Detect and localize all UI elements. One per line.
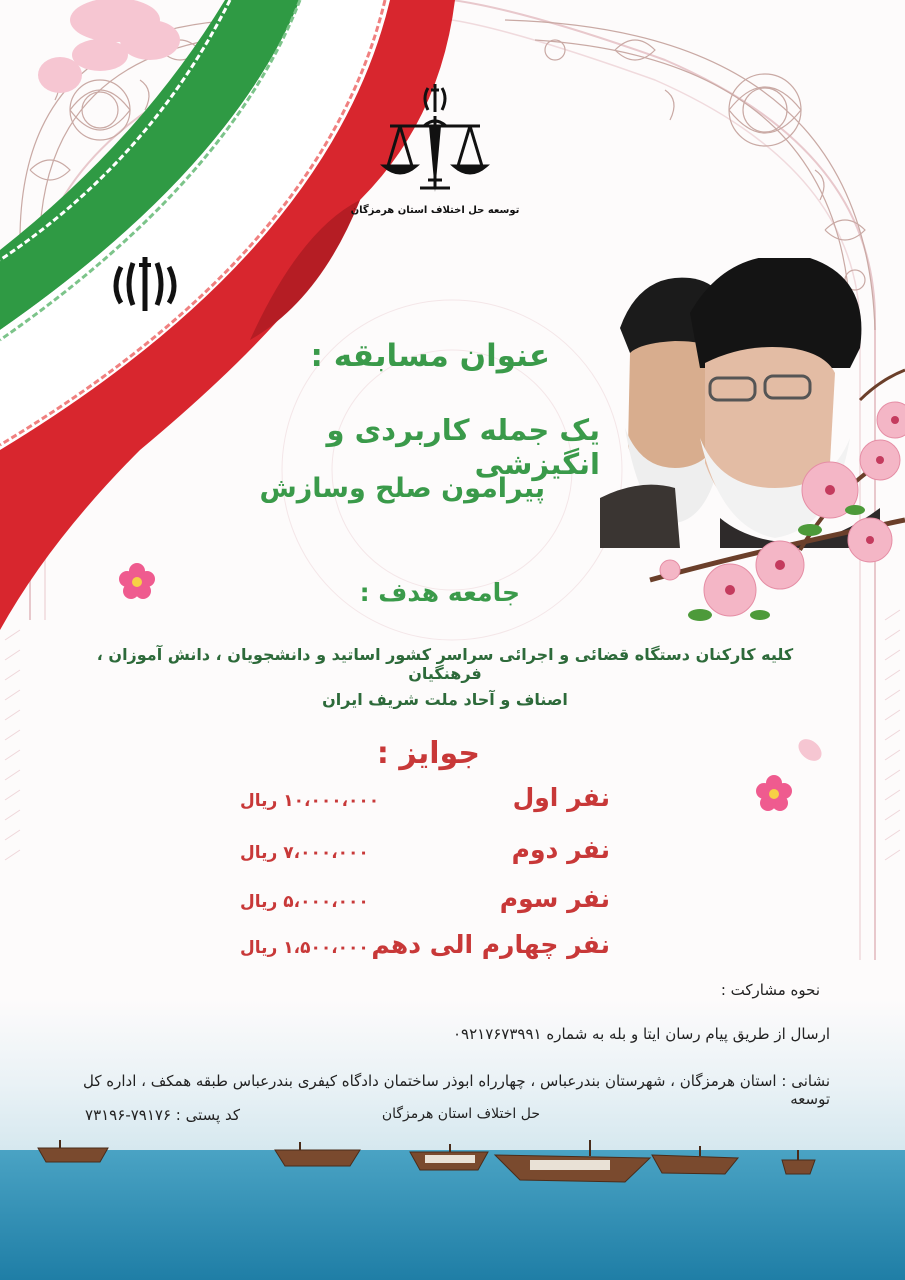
address-line1: نشانی : استان هرمزگان ، شهرستان بندرعباس ، چهارراه ابوذر ساختمان دادگاه کیفری بندرعباس طبقه همکف ، اداره کل توسعه	[82, 1072, 830, 1108]
justice-scales-icon	[380, 80, 490, 200]
participation-instructions: ارسال از طریق پیام رسان ایتا و بله به شماره ۰۹۲۱۷۶۷۳۹۹۱	[452, 1025, 830, 1043]
prize-row	[240, 884, 610, 924]
prize-amount: ۷،۰۰۰،۰۰۰ ریال	[240, 843, 369, 863]
prize-amount: ۵،۰۰۰،۰۰۰ ریال	[240, 892, 369, 912]
competition-title-line2: پیرامون صلح وسازش	[259, 473, 545, 504]
target-audience-line2: اصناف و آحاد ملت شریف ایران	[322, 690, 568, 709]
flower-icon	[755, 774, 793, 812]
prize-amount: ۱،۵۰۰،۰۰۰ ریال	[240, 938, 369, 958]
prize-row	[240, 783, 610, 823]
prize-rank: نفر دوم	[511, 835, 610, 864]
petal-icon	[795, 735, 825, 765]
prize-amount: ۱۰،۰۰۰،۰۰۰ ریال	[240, 791, 380, 811]
participation-label: نحوه مشارکت :	[720, 981, 820, 999]
prize-row	[240, 835, 610, 875]
flower-icon	[118, 562, 156, 600]
prizes-label: جوایز :	[376, 736, 480, 771]
organization-logo-text: توسعه حل اختلاف استان هرمزگان	[350, 205, 520, 216]
prize-rank: نفر اول	[512, 783, 610, 812]
prize-rank: نفر چهارم الی دهم	[371, 930, 610, 959]
postal-code: کد پستی : ۷۹۱۷۶-۷۳۱۹۶	[85, 1106, 240, 1124]
address-line2: حل اختلاف استان هرمزگان	[381, 1106, 540, 1122]
cherry-blossom-branch	[640, 360, 905, 640]
target-audience-label: جامعه هدف :	[359, 578, 520, 607]
prize-row	[240, 930, 610, 970]
competition-title-label: عنوان مسابقه :	[310, 338, 550, 374]
prize-rank: نفر سوم	[499, 884, 610, 913]
competition-title-line1: یک جمله کاربردی و انگیزشی	[326, 413, 600, 481]
target-audience-line1: کلیه کارکنان دستگاه قضائی و اجرائی سراسر کشور اساتید و دانشجویان ، دانش آموزان ، فرهنگیان	[96, 645, 794, 683]
